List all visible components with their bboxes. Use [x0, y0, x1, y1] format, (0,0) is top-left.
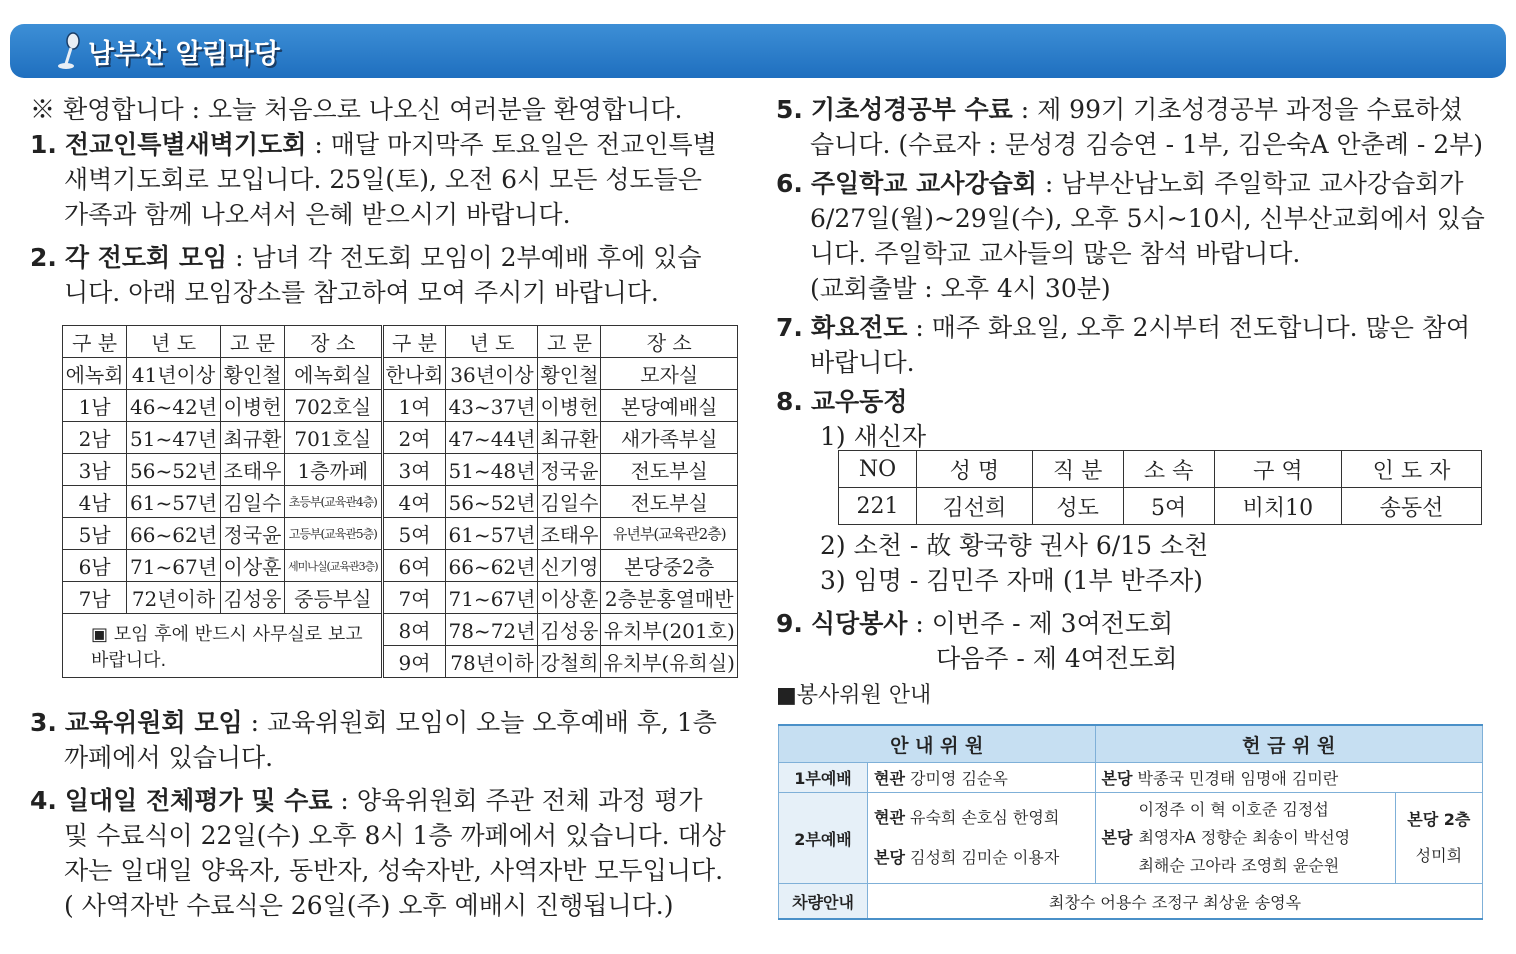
- service-table: [778, 724, 1483, 920]
- notice-7: 7. 화요전도 : 매주 화요일, 오후 2시부터 전도합니다. 많은 참여: [776, 313, 1471, 342]
- meeting-table: [62, 325, 738, 678]
- notice-1: 1. 전교인특별새벽기도회 : 매달 마지막주 토요일은 전교인특별: [30, 130, 717, 159]
- table-row: 차량안내 최창수 어용수 조정구 최상윤 송영옥: [779, 884, 1483, 920]
- notice-4: 4. 일대일 전체평가 및 수료 : 양육위원회 주관 전체 과정 평가: [30, 786, 703, 815]
- table-row: 9여 78년이하 강철희 유치부(유희실): [63, 646, 738, 678]
- table-header: 장 소: [285, 326, 382, 358]
- notice-5: 5. 기초성경공부 수료 : 제 99기 기초성경공부 과정을 수료하셨: [776, 95, 1463, 124]
- page-title: 남부산 알림마당: [88, 39, 280, 70]
- notice-3-line2: 까페에서 있습니다.: [64, 743, 274, 772]
- notice-3: 3. 교육위원회 모임 : 교육위원회 모임이 오늘 오후예배 후, 1층: [30, 708, 717, 737]
- table-row: 1남 46~42년 이병헌 702호실 1여 43~37년 이병헌 본당예배실: [63, 390, 738, 422]
- notice-9: 9. 식당봉사 : 이번주 - 제 3여전도회: [776, 609, 1174, 638]
- left-column: [30, 92, 750, 310]
- table-header: 직 분: [1032, 451, 1123, 488]
- notice-6-line3: 니다. 주일학교 교사들의 많은 참석 바랍니다.: [810, 239, 1301, 268]
- newcomer-label: 1) 새신자: [820, 422, 927, 451]
- table-header: 인 도 자: [1342, 451, 1482, 488]
- table-row: 6남 71~67년 이상훈 세미나실(교육관3층) 6여 66~62년 신기영 본당중2층: [63, 550, 738, 582]
- table-header: 고 문: [538, 326, 601, 358]
- header-banner: [10, 24, 1506, 78]
- microphone-icon: [56, 31, 86, 71]
- guide-header: 안 내 위 원: [779, 725, 1096, 763]
- table-row: 221 김선희 성도 5여 비치10 송동선: [839, 488, 1482, 525]
- notice-7-line2: 바랍니다.: [810, 348, 915, 377]
- welcome-text: ※ 환영합니다 : 오늘 처음으로 나오신 여러분을 환영합니다.: [30, 95, 683, 124]
- table-row: 3남 56~52년 조태우 1층까페 3여 51~48년 정국윤 전도부실: [63, 454, 738, 486]
- table-row: 4남 61~57년 김일수 초등부(교육관4층) 4여 56~52년 김일수 전도부실: [63, 486, 738, 518]
- notice-1-line3: 가족과 함께 나오셔서 은혜 받으시기 바랍니다.: [64, 200, 571, 229]
- newcomer-table: [838, 450, 1482, 525]
- table-header: 년 도: [127, 326, 221, 358]
- notice-9-line2: 다음주 - 제 4여전도회: [936, 644, 1178, 673]
- notice-8: 8. 교우동정: [776, 387, 908, 416]
- right-column: [776, 92, 1501, 454]
- appointment-notice: 3) 임명 - 김민주 자매 (1부 반주자): [820, 566, 1203, 595]
- notice-6-line2: 6/27일(월)~29일(수), 오후 5시~10시, 신부산교회에서 있습: [810, 204, 1485, 233]
- table-header: 성 명: [916, 451, 1032, 488]
- notice-1-line2: 새벽기도회로 모입니다. 25일(토), 오전 6시 모든 성도들은: [64, 165, 702, 194]
- notice-6: 6. 주일학교 교사강습회 : 남부산남노회 주일학교 교사강습회가: [776, 169, 1464, 198]
- notice-4-line3: 자는 일대일 양육자, 동반자, 성숙자반, 사역자반 모두입니다.: [64, 856, 724, 885]
- offering-header: 헌 금 위 원: [1095, 725, 1482, 763]
- left-column-lower: [30, 705, 750, 923]
- table-header: 소 속: [1123, 451, 1214, 488]
- table-row: 2남 51~47년 최규환 701호실 2여 47~44년 최규환 새가족부실: [63, 422, 738, 454]
- table-row: ▣ 모임 후에 반드시 사무실로 보고 바랍니다. 8여 78~72년 김성웅 유치부(201호): [63, 614, 738, 646]
- table-header: 장 소: [601, 326, 738, 358]
- notice-5-line2: 습니다. (수료자 : 문성경 김승연 - 1부, 김은숙A 안춘례 - 2부): [810, 130, 1484, 159]
- notice-2: 2. 각 전도회 모임 : 남녀 각 전도회 모임이 2부예배 후에 있습: [30, 243, 702, 272]
- table-row: 1부예배 현관 강미영 김순옥 본당 박종국 민경태 임명애 김미란: [779, 763, 1483, 793]
- right-column-lower: [776, 528, 1501, 713]
- table-header: 구 역: [1214, 451, 1341, 488]
- table-header: 구 분: [63, 326, 127, 358]
- meeting-note: ▣ 모임 후에 반드시 사무실로 보고 바랍니다.: [63, 614, 383, 678]
- notice-4-line2: 및 수료식이 22일(수) 오후 8시 1층 까페에서 있습니다. 대상: [64, 821, 726, 850]
- table-header: NO: [839, 451, 917, 488]
- table-row: 5남 66~62년 정국윤 고등부(교육관5층) 5여 61~57년 조태우 유년부(교육관2층): [63, 518, 738, 550]
- notice-6-line4: (교회출발 : 오후 4시 30분): [810, 274, 1111, 303]
- table-header: 구 분: [382, 326, 446, 358]
- table-header: 년 도: [446, 326, 538, 358]
- notice-4-line4: ( 사역자반 수료식은 26일(주) 오후 예배시 진행됩니다.): [64, 891, 674, 920]
- table-row: 7남 72년이하 김성웅 중등부실 7여 71~67년 이상훈 2층분홍열매반: [63, 582, 738, 614]
- table-row: 에녹회 41년이상 황인철 에녹회실 한나회 36년이상 황인철 모자실: [63, 358, 738, 390]
- funeral-notice: 2) 소천 - 故 황국향 권사 6/15 소천: [820, 531, 1209, 560]
- table-header: 고 문: [220, 326, 284, 358]
- table-row: 2부예배 현관 유숙희 손호심 한영희 본당 김성희 김미순 이용자 본당 이정주 이 혁 이호준 김정섭 최영자A 정향순 최송이 박선영 최해순 고아라 조영희 윤순원 본당 2층 성미희: [779, 793, 1483, 884]
- notice-2-line2: 니다. 아래 모임장소를 참고하여 모여 주시기 바랍니다.: [64, 278, 659, 307]
- service-title: ■봉사위원 안내: [776, 683, 932, 708]
